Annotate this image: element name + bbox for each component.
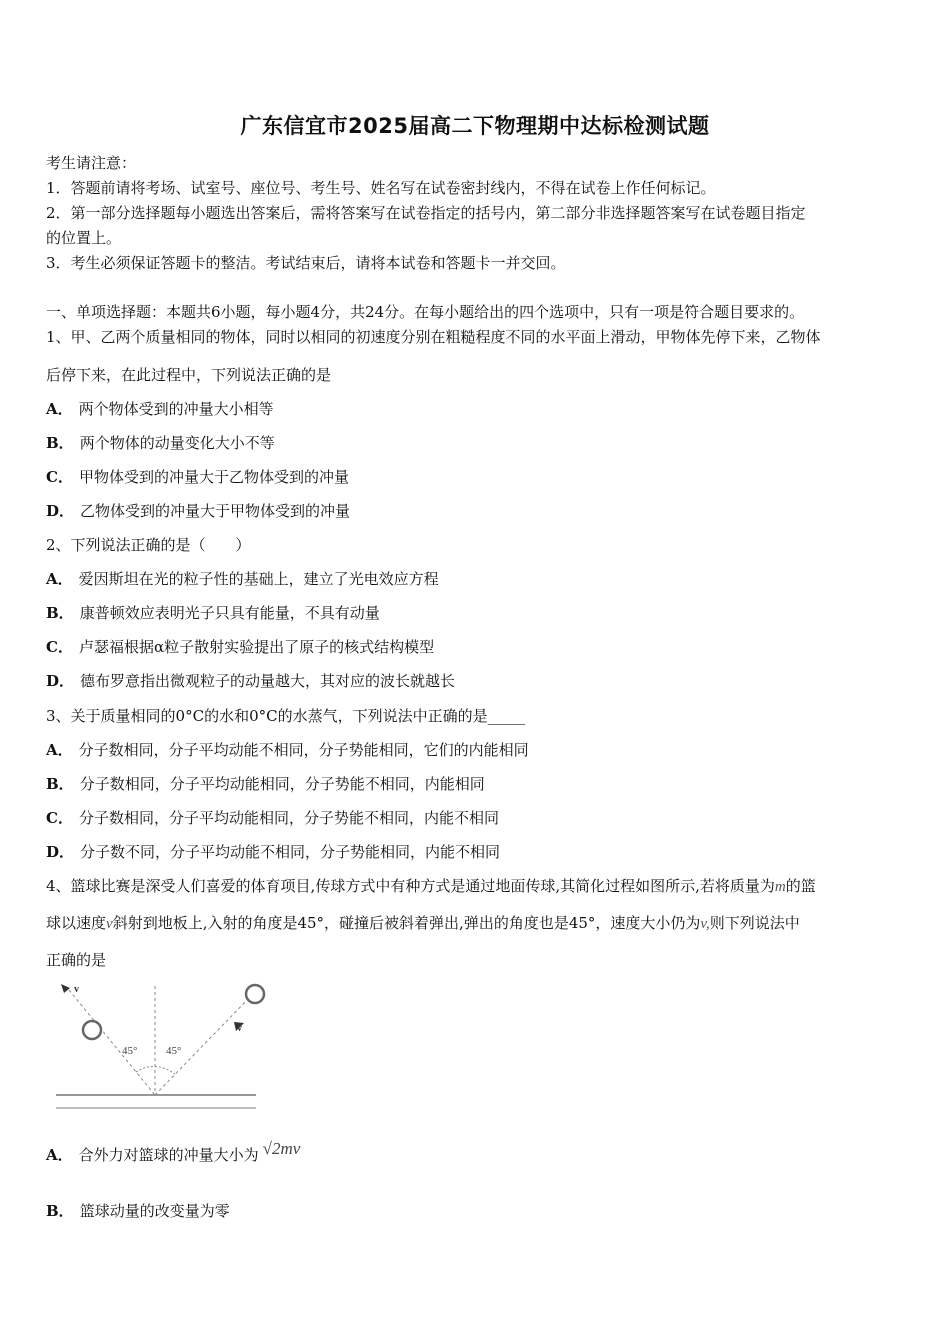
q4-stem-line2 — [46, 912, 800, 933]
arrow-icon — [61, 984, 70, 993]
q2-option-a — [46, 568, 439, 589]
option-text: 两个物体受到的冲量大小相等 — [78, 400, 274, 418]
option-text: 两个物体的动量变化大小不等 — [79, 434, 275, 452]
page-title: 广东信宜市2025届高二下物理期中达标检测试题 — [240, 114, 710, 138]
option-text: 分子数相同，分子平均动能相同，分子势能不相同，内能相同 — [79, 775, 485, 793]
option-label: A． — [46, 400, 73, 418]
angle-label: 45° — [166, 1045, 182, 1057]
option-text: 分子数相同，分子平均动能相同，分子势能不相同，内能不相同 — [78, 809, 499, 827]
q4-stem-text: 4、篮球比赛是深受人们喜爱的体育项目,传球方式中有种方式是通过地面传球,其简化过程如图所示,若将质量为 — [46, 877, 775, 895]
v-label: v — [237, 1023, 242, 1034]
q3-option-c — [46, 807, 499, 828]
q4-option-b — [46, 1200, 230, 1221]
q4-stem-text: 的篮 — [785, 877, 816, 895]
option-text: 卢瑟福根据α粒子散射实验提出了原子的核式结构模型 — [78, 638, 435, 656]
option-label: D． — [46, 502, 75, 520]
option-label: B． — [46, 434, 74, 452]
option-label: B． — [46, 604, 74, 622]
q2-option-c — [46, 636, 434, 657]
q4-stem-text: 则下列说法中 — [709, 914, 800, 932]
option-label: C． — [46, 468, 73, 486]
notice-item: 3．考生必须保证答题卡的整洁。考试结束后，请将本试卷和答题卡一并交回。 — [46, 254, 566, 272]
ball-incoming — [83, 1021, 101, 1039]
q4-stem-line1 — [46, 875, 816, 896]
q1-option-a — [46, 398, 274, 419]
q4-option-a — [46, 1139, 301, 1165]
q4-stem-line3: 正确的是 — [46, 951, 107, 969]
section-heading: 一、单项选择题：本题共6小题，每小题4分，共24分。在每小题给出的四个选项中，只有一项是符合题目要求的。 — [46, 303, 805, 321]
option-text: 爱因斯坦在光的粒子性的基础上，建立了光电效应方程 — [78, 570, 439, 588]
v-label: v — [74, 984, 79, 995]
option-label: B． — [46, 1202, 74, 1220]
q4-stem-text: 球以速度 — [46, 914, 107, 932]
incident-path — [69, 990, 155, 1095]
option-text: 德布罗意指出微观粒子的动量越大，其对应的波长就越长 — [80, 672, 456, 690]
option-label: A． — [46, 570, 73, 588]
notice-item: 1．答题前请将考场、试室号、座位号、考生号、姓名写在试卷密封线内，不得在试卷上作任何标记。 — [46, 179, 716, 197]
option-text: 甲物体受到的冲量大于乙物体受到的冲量 — [78, 468, 349, 486]
option-label: A． — [46, 741, 73, 759]
angle-label: 45° — [122, 1045, 138, 1057]
notice-item: 2．第一部分选择题每小题选出答案后，需将答案写在试卷指定的括号内，第二部分非选择题答案写在试卷题目指定 — [46, 204, 806, 222]
q3-option-b — [46, 773, 485, 794]
q1-stem-line2: 后停下来，在此过程中，下列说法正确的是 — [46, 366, 332, 384]
velocity-symbol: v, — [700, 916, 710, 932]
q3-option-d — [46, 841, 500, 862]
q1-stem-line1: 1、甲、乙两个质量相同的物体，同时以相同的初速度分别在粗糙程度不同的水平面上滑动，甲物体先停下来，乙物体 — [46, 328, 821, 346]
option-text: 乙物体受到的冲量大于甲物体受到的冲量 — [80, 502, 351, 520]
notice-item: 的位置上。 — [46, 229, 122, 247]
option-label: A． — [46, 1146, 73, 1164]
option-label: B． — [46, 775, 74, 793]
option-label: D． — [46, 672, 75, 690]
option-text: 康普顿效应表明光子只具有能量，不具有动量 — [79, 604, 380, 622]
q3-stem: 3、关于质量相同的0°C的水和0°C的水蒸气，下列说法中正确的是_____ — [46, 707, 526, 725]
q1-option-b — [46, 432, 275, 453]
option-text: 合外力对篮球的冲量大小为 — [78, 1146, 259, 1164]
bounce-diagram — [44, 978, 274, 1113]
q2-option-b — [46, 602, 380, 623]
notice-heading: 考生请注意： — [46, 154, 137, 172]
q1-option-d — [46, 500, 350, 521]
option-label: D． — [46, 843, 75, 861]
option-text: 分子数不同，分子平均动能不相同，分子势能相同，内能不相同 — [80, 843, 501, 861]
option-text: 篮球动量的改变量为零 — [79, 1202, 230, 1220]
q2-option-d — [46, 670, 455, 691]
ball-outgoing — [246, 985, 264, 1003]
velocity-symbol: v — [106, 916, 113, 932]
mass-symbol: m — [774, 879, 786, 895]
q1-option-c — [46, 466, 349, 487]
q2-stem: 2、下列说法正确的是（ ） — [46, 536, 251, 554]
q3-option-a — [46, 739, 529, 760]
q4-stem-text: 斜射到地板上,入射的角度是45°，碰撞后被斜着弹出,弹出的角度也是45°，速度大小仍为 — [112, 914, 701, 932]
option-label: C． — [46, 809, 73, 827]
option-text: 分子数相同，分子平均动能不相同，分子势能相同，它们的内能相同 — [78, 741, 529, 759]
option-label: C． — [46, 638, 73, 656]
formula: √2mv — [262, 1139, 301, 1158]
